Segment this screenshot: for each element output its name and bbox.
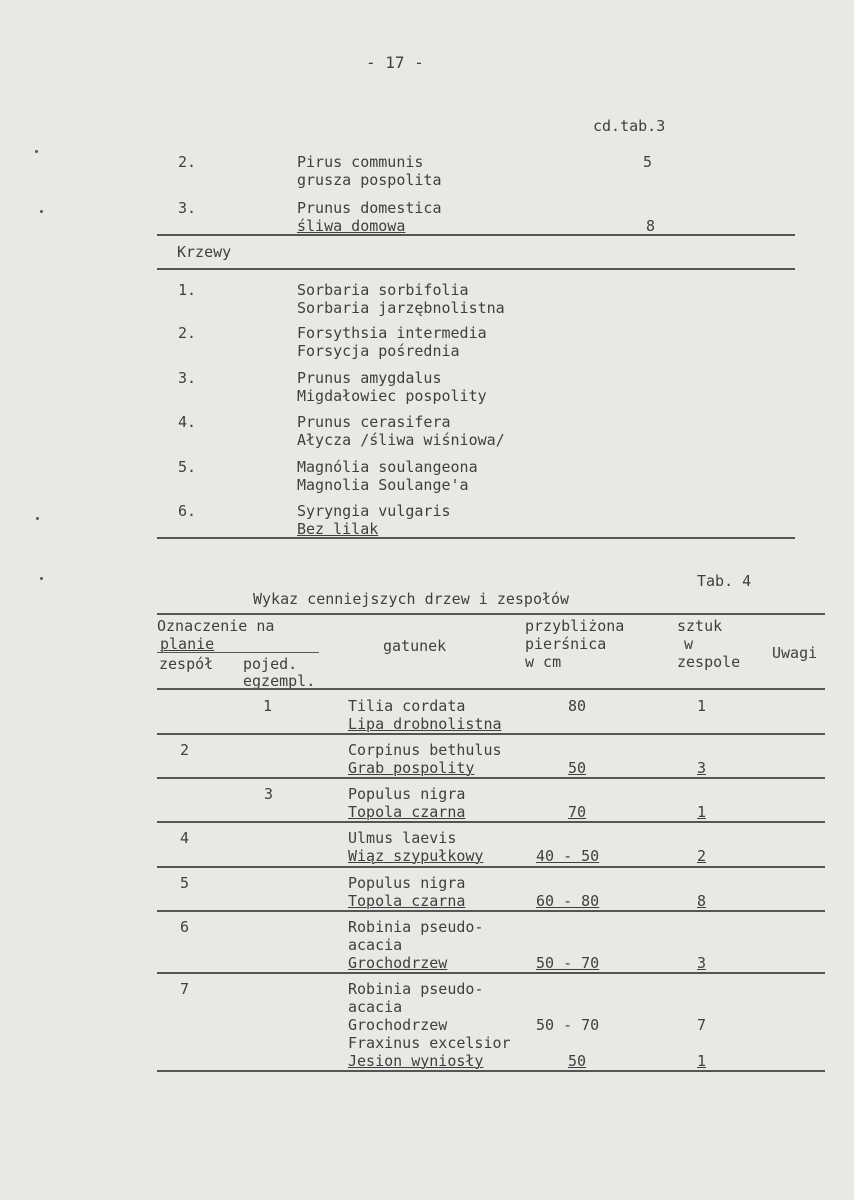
table-rule xyxy=(157,910,825,912)
header-single: egzempl. xyxy=(243,672,316,690)
cell-circumference: 50 xyxy=(568,1052,587,1070)
cell-group: 4 xyxy=(180,829,190,847)
cell-species: Populus nigra xyxy=(348,874,466,892)
cell-circumference: 80 xyxy=(568,697,587,715)
polish-name: Forsycja pośrednia xyxy=(297,342,460,360)
polish-name: Sorbaria jarzębnolistna xyxy=(297,299,505,317)
cell-count: 2 xyxy=(697,847,707,865)
latin-name: Forsythsia intermedia xyxy=(297,324,487,342)
latin-name: Prunus cerasifera xyxy=(297,413,451,431)
cell-count: 3 xyxy=(697,759,707,777)
table-label: Tab. 4 xyxy=(697,572,752,590)
row-number: 2. xyxy=(178,324,197,342)
table-rule xyxy=(157,234,795,236)
cell-species: Wiąz szypułkowy xyxy=(348,847,484,865)
count: 5 xyxy=(643,153,653,171)
header-count: sztuk xyxy=(677,617,723,635)
polish-name: śliwa domowa xyxy=(297,217,406,235)
header-circumference: w cm xyxy=(525,653,562,671)
latin-name: Sorbaria sorbifolia xyxy=(297,281,469,299)
row-number: 2. xyxy=(178,153,197,171)
cell-count: 7 xyxy=(697,1016,707,1034)
header-designation: planie xyxy=(160,635,215,653)
margin-speck xyxy=(40,210,43,213)
table-title: Wykaz cenniejszych drzew i zespołów xyxy=(253,590,570,608)
table-rule xyxy=(157,821,825,823)
cell-group: 2 xyxy=(180,741,190,759)
table-rule xyxy=(157,777,825,779)
cell-species: Topola czarna xyxy=(348,803,466,821)
continuation-label: cd.tab.3 xyxy=(593,117,666,135)
section-label: Krzewy xyxy=(177,243,232,261)
polish-name: Migdałowiec pospolity xyxy=(297,387,487,405)
header-circumference: pierśnica xyxy=(525,635,607,653)
latin-name: Magnólia soulangeona xyxy=(297,458,478,476)
cell-single: 3 xyxy=(264,785,274,803)
cell-species: Topola czarna xyxy=(348,892,466,910)
cell-single: 1 xyxy=(263,697,273,715)
table-rule xyxy=(157,972,825,974)
header-single: pojed. xyxy=(243,655,298,673)
header-notes: Uwagi xyxy=(772,644,818,662)
cell-count: 1 xyxy=(697,1052,707,1070)
table-rule xyxy=(157,866,825,868)
header-species: gatunek xyxy=(383,637,447,655)
table-rule xyxy=(157,613,825,615)
polish-name: grusza pospolita xyxy=(297,171,442,189)
cell-circumference: 50 - 70 xyxy=(536,954,600,972)
latin-name: Pirus communis xyxy=(297,153,424,171)
cell-species: Jesion wyniosły xyxy=(348,1052,484,1070)
cell-species: Ulmus laevis xyxy=(348,829,457,847)
cell-species: Robinia pseudo- xyxy=(348,918,484,936)
cell-group: 5 xyxy=(180,874,190,892)
cell-count: 3 xyxy=(697,954,707,972)
count: 8 xyxy=(646,217,656,235)
cell-species: acacia xyxy=(348,936,403,954)
cell-species: Corpinus bethulus xyxy=(348,741,502,759)
cell-species: Grochodrzew xyxy=(348,954,448,972)
table-rule xyxy=(157,1070,825,1072)
cell-species: acacia xyxy=(348,998,403,1016)
row-number: 4. xyxy=(178,413,197,431)
margin-speck xyxy=(36,517,39,520)
table-rule xyxy=(157,537,795,539)
cell-count: 1 xyxy=(697,803,707,821)
table-rule xyxy=(157,688,825,690)
cell-species: Tilia cordata xyxy=(348,697,466,715)
cell-group: 6 xyxy=(180,918,190,936)
cell-circumference: 70 xyxy=(568,803,587,821)
latin-name: Prunus domestica xyxy=(297,199,442,217)
row-number: 3. xyxy=(178,199,197,217)
header-rule xyxy=(157,652,319,653)
cell-species: Lipa drobnolistna xyxy=(348,715,502,733)
table-rule xyxy=(157,733,825,735)
cell-circumference: 60 - 80 xyxy=(536,892,600,910)
row-number: 3. xyxy=(178,369,197,387)
margin-speck xyxy=(40,577,43,580)
header-group: zespół xyxy=(159,655,214,673)
cell-circumference: 40 - 50 xyxy=(536,847,600,865)
header-count: w xyxy=(684,635,694,653)
cell-count: 8 xyxy=(697,892,707,910)
table-rule xyxy=(157,268,795,270)
row-number: 6. xyxy=(178,502,197,520)
cell-group: 7 xyxy=(180,980,190,998)
page-number: - 17 - xyxy=(366,53,424,72)
row-number: 5. xyxy=(178,458,197,476)
cell-count: 1 xyxy=(697,697,707,715)
cell-circumference: 50 - 70 xyxy=(536,1016,600,1034)
header-designation: Oznaczenie na xyxy=(157,617,275,635)
cell-species: Grab pospolity xyxy=(348,759,475,777)
margin-speck xyxy=(35,150,38,153)
latin-name: Prunus amygdalus xyxy=(297,369,442,387)
header-circumference: przybliżona xyxy=(525,617,625,635)
polish-name: Ałycza /śliwa wiśniowa/ xyxy=(297,431,505,449)
cell-species: Grochodrzew xyxy=(348,1016,448,1034)
polish-name: Bez lilak xyxy=(297,520,379,538)
cell-circumference: 50 xyxy=(568,759,587,777)
latin-name: Syryngia vulgaris xyxy=(297,502,451,520)
cell-species: Fraxinus excelsior xyxy=(348,1034,511,1052)
cell-species: Populus nigra xyxy=(348,785,466,803)
polish-name: Magnolia Soulange'a xyxy=(297,476,469,494)
header-count: zespole xyxy=(677,653,741,671)
cell-species: Robinia pseudo- xyxy=(348,980,484,998)
row-number: 1. xyxy=(178,281,197,299)
